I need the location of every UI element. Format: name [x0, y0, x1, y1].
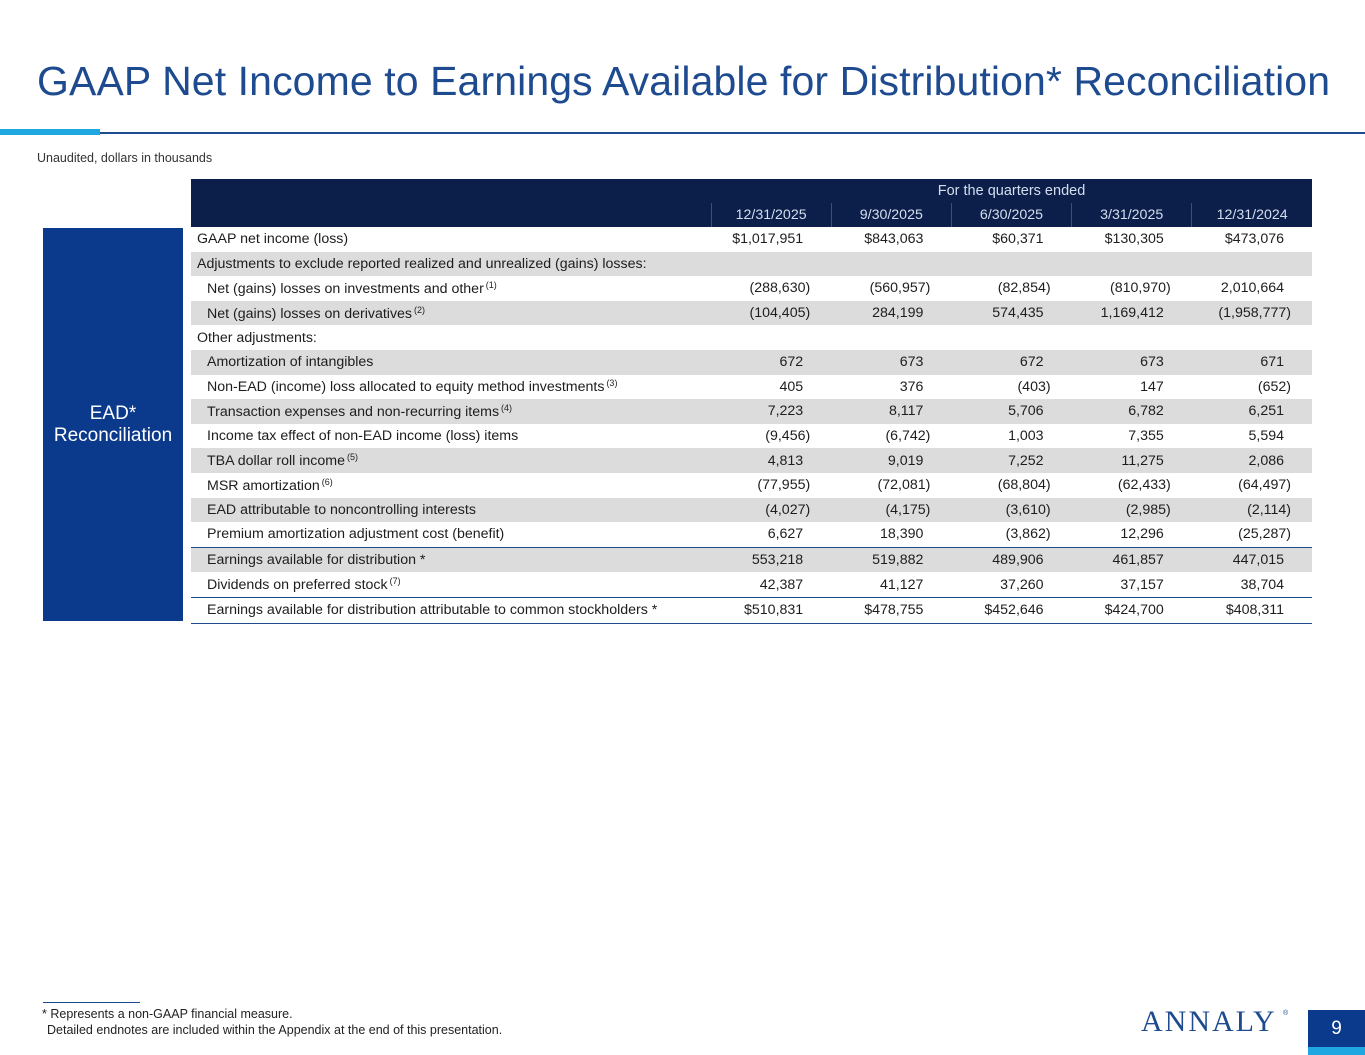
value-cell: 11,275 — [1072, 448, 1192, 473]
row-label-text: Earnings available for distribution * — [207, 552, 426, 569]
value-cell: (288,630) — [749, 280, 811, 297]
value-cell: (2,985) — [1072, 498, 1192, 523]
value-cell: 18,390 — [879, 526, 924, 543]
value-cell: $130,305 — [1104, 231, 1164, 248]
row-label-text: Net (gains) losses on investments and other — [207, 280, 484, 297]
value-cell: (25,287) — [1238, 526, 1291, 543]
header-blank-cell — [191, 203, 711, 227]
row-label-text: Net (gains) losses on derivatives — [207, 305, 413, 322]
registered-mark: ® — [1283, 1010, 1289, 1017]
header-blank-cell — [191, 179, 711, 203]
value-cell: (9,456) — [765, 428, 811, 445]
value-cell: $452,646 — [951, 597, 1071, 623]
value-cell — [1192, 252, 1312, 277]
row-label — [191, 399, 711, 424]
value-cell: 37,157 — [1120, 576, 1164, 593]
column-header: 12/31/2024 — [1192, 203, 1312, 227]
row-label-text: Non-EAD (income) loss allocated to equity method investments — [207, 379, 605, 396]
row-label — [191, 252, 711, 277]
value-cell: 7,252 — [951, 448, 1071, 473]
row-label-text: Other adjustments: — [197, 329, 317, 346]
value-cell: 41,127 — [879, 576, 924, 593]
footnote-marker: (4) — [501, 402, 513, 413]
row-label — [191, 227, 711, 252]
column-header: 3/31/2025 — [1072, 203, 1192, 227]
value-cell: 42,387 — [759, 576, 804, 593]
value-cell: $408,311 — [1192, 597, 1312, 623]
value-cell: (72,081) — [877, 477, 931, 494]
value-cell: 7,223 — [711, 399, 831, 424]
table-body — [191, 227, 1312, 623]
table-row — [191, 399, 1312, 424]
value-cell — [1192, 325, 1312, 350]
value-cell: (4,175) — [831, 498, 951, 523]
value-cell: (104,405) — [711, 301, 831, 326]
value-cell: (68,804) — [997, 477, 1051, 494]
value-cell: 37,260 — [1000, 576, 1044, 593]
row-label-text: Transaction expenses and non-recurring items — [207, 403, 500, 420]
value-cell: 6,627 — [767, 526, 804, 543]
title-rule-accent — [0, 129, 100, 135]
row-label-text: MSR amortization — [207, 477, 320, 494]
value-cell: 284,199 — [831, 301, 951, 326]
footnote-endnotes: Detailed endnotes are included within the Appendix at the end of this presentation. — [47, 1023, 503, 1037]
column-header: 12/31/2025 — [711, 203, 831, 227]
table-row — [191, 572, 1312, 597]
row-label — [191, 597, 711, 623]
table-row — [191, 325, 1312, 350]
reconciliation-table — [191, 179, 1312, 624]
value-cell: (3,862) — [1005, 526, 1051, 543]
value-cell: 673 — [1072, 350, 1192, 375]
value-cell: (403) — [1017, 378, 1051, 395]
row-label — [191, 547, 711, 572]
value-cell: (2,114) — [1192, 498, 1312, 523]
table-row — [191, 301, 1312, 326]
row-label-text: GAAP net income (loss) — [197, 231, 349, 248]
column-header: 6/30/2025 — [951, 203, 1071, 227]
footnote-marker: (5) — [347, 452, 358, 463]
value-cell: 672 — [711, 350, 831, 375]
row-label — [191, 448, 711, 473]
value-cell: 519,882 — [831, 547, 951, 572]
footnote-rule — [43, 1002, 140, 1003]
page-number-accent — [1308, 1047, 1365, 1055]
value-cell: (3,610) — [951, 498, 1071, 523]
value-cell — [711, 325, 831, 350]
table-row — [191, 424, 1312, 449]
row-label — [191, 522, 711, 547]
footnote-marker: (6) — [321, 476, 333, 487]
value-cell — [951, 325, 1071, 350]
value-cell: (62,433) — [1117, 477, 1171, 494]
value-cell: 574,435 — [951, 301, 1071, 326]
value-cell: (77,955) — [757, 477, 811, 494]
value-cell: 672 — [951, 350, 1071, 375]
value-cell — [951, 252, 1071, 277]
footnote-non-gaap: * Represents a non-GAAP financial measure. — [42, 1007, 293, 1021]
title-rule — [100, 132, 1365, 134]
page-number: 9 — [1331, 1018, 1342, 1039]
value-cell: (652) — [1257, 378, 1291, 395]
row-label — [191, 350, 711, 375]
row-label — [191, 424, 711, 449]
value-cell: (560,957) — [869, 280, 931, 297]
value-cell — [711, 252, 831, 277]
value-cell: $473,076 — [1224, 231, 1284, 248]
row-label — [191, 325, 711, 350]
page-title: GAAP Net Income to Earnings Available for Distribution* Reconciliation — [37, 58, 1331, 104]
value-cell: 489,906 — [951, 547, 1071, 572]
value-cell: 8,117 — [831, 399, 951, 424]
row-label-text: Premium amortization adjustment cost (benefit) — [207, 526, 505, 543]
value-cell: 461,857 — [1072, 547, 1192, 572]
table-group-header-row — [191, 179, 1312, 203]
table-row — [191, 375, 1312, 400]
value-cell: 553,218 — [711, 547, 831, 572]
value-cell: (4,027) — [711, 498, 831, 523]
value-cell: 4,813 — [711, 448, 831, 473]
group-header: For the quarters ended — [711, 179, 1312, 203]
value-cell: (6,742) — [885, 428, 931, 445]
value-cell: (810,970) — [1110, 280, 1171, 297]
value-cell: 7,355 — [1128, 428, 1164, 445]
row-label-text: Earnings available for distribution attributable to common stockholders * — [207, 602, 658, 619]
value-cell: $843,063 — [864, 231, 924, 248]
value-cell: 447,015 — [1192, 547, 1312, 572]
subtitle: Unaudited, dollars in thousands — [37, 151, 213, 165]
row-label-text: TBA dollar roll income — [207, 453, 345, 470]
table-row — [191, 227, 1312, 252]
table-row — [191, 350, 1312, 375]
row-label — [191, 301, 711, 326]
table-row — [191, 522, 1312, 547]
row-label-text: Adjustments to exclude reported realized and unrealized (gains) losses: — [197, 255, 647, 272]
footnote-marker: (7) — [389, 576, 401, 587]
value-cell: $478,755 — [831, 597, 951, 623]
value-cell: 9,019 — [831, 448, 951, 473]
value-cell: 405 — [779, 378, 804, 395]
table-row — [191, 276, 1312, 301]
value-cell: 6,251 — [1192, 399, 1312, 424]
value-cell: 1,169,412 — [1072, 301, 1192, 326]
value-cell: (1,958,777) — [1192, 301, 1312, 326]
value-cell: 5,594 — [1248, 428, 1284, 445]
value-cell: 6,782 — [1072, 399, 1192, 424]
table-row — [191, 448, 1312, 473]
row-label-text: Income tax effect of non-EAD income (loss) items — [207, 428, 519, 445]
row-label — [191, 473, 711, 498]
value-cell: $424,700 — [1072, 597, 1192, 623]
value-cell: 2,010,664 — [1220, 280, 1284, 297]
column-header: 9/30/2025 — [831, 203, 951, 227]
value-cell: 2,086 — [1192, 448, 1312, 473]
table-row — [191, 498, 1312, 523]
value-cell: 376 — [899, 378, 924, 395]
value-cell: 671 — [1192, 350, 1312, 375]
table-date-header-row — [191, 203, 1312, 227]
annaly-logo: ANNALY — [1141, 1005, 1277, 1038]
table-row — [191, 252, 1312, 277]
value-cell: (64,497) — [1238, 477, 1291, 494]
table-row — [191, 597, 1312, 623]
row-label — [191, 276, 711, 301]
value-cell — [831, 252, 951, 277]
row-label — [191, 498, 711, 523]
row-label-text: Dividends on preferred stock — [207, 577, 388, 594]
value-cell: 38,704 — [1240, 576, 1284, 593]
ead-reconciliation-side-label: EAD* Reconciliation — [43, 228, 183, 621]
value-cell: 147 — [1140, 378, 1164, 395]
value-cell: 12,296 — [1120, 526, 1164, 543]
footnote-marker: (1) — [485, 279, 497, 290]
value-cell — [1072, 252, 1192, 277]
value-cell — [831, 325, 951, 350]
footnote-marker: (2) — [414, 304, 426, 315]
row-label-text: Amortization of intangibles — [207, 354, 374, 371]
value-cell: 673 — [831, 350, 951, 375]
value-cell: 5,706 — [951, 399, 1071, 424]
row-label-text: EAD attributable to noncontrolling interests — [207, 501, 476, 518]
value-cell: $1,017,951 — [732, 231, 804, 248]
row-label — [191, 375, 711, 400]
footnote-marker: (3) — [606, 378, 618, 389]
value-cell: (82,854) — [997, 280, 1051, 297]
table-row — [191, 473, 1312, 498]
table-row — [191, 547, 1312, 572]
row-label — [191, 572, 711, 597]
value-cell: $510,831 — [711, 597, 831, 623]
value-cell — [1072, 325, 1192, 350]
value-cell: $60,371 — [992, 231, 1044, 248]
value-cell: 1,003 — [1008, 428, 1044, 445]
